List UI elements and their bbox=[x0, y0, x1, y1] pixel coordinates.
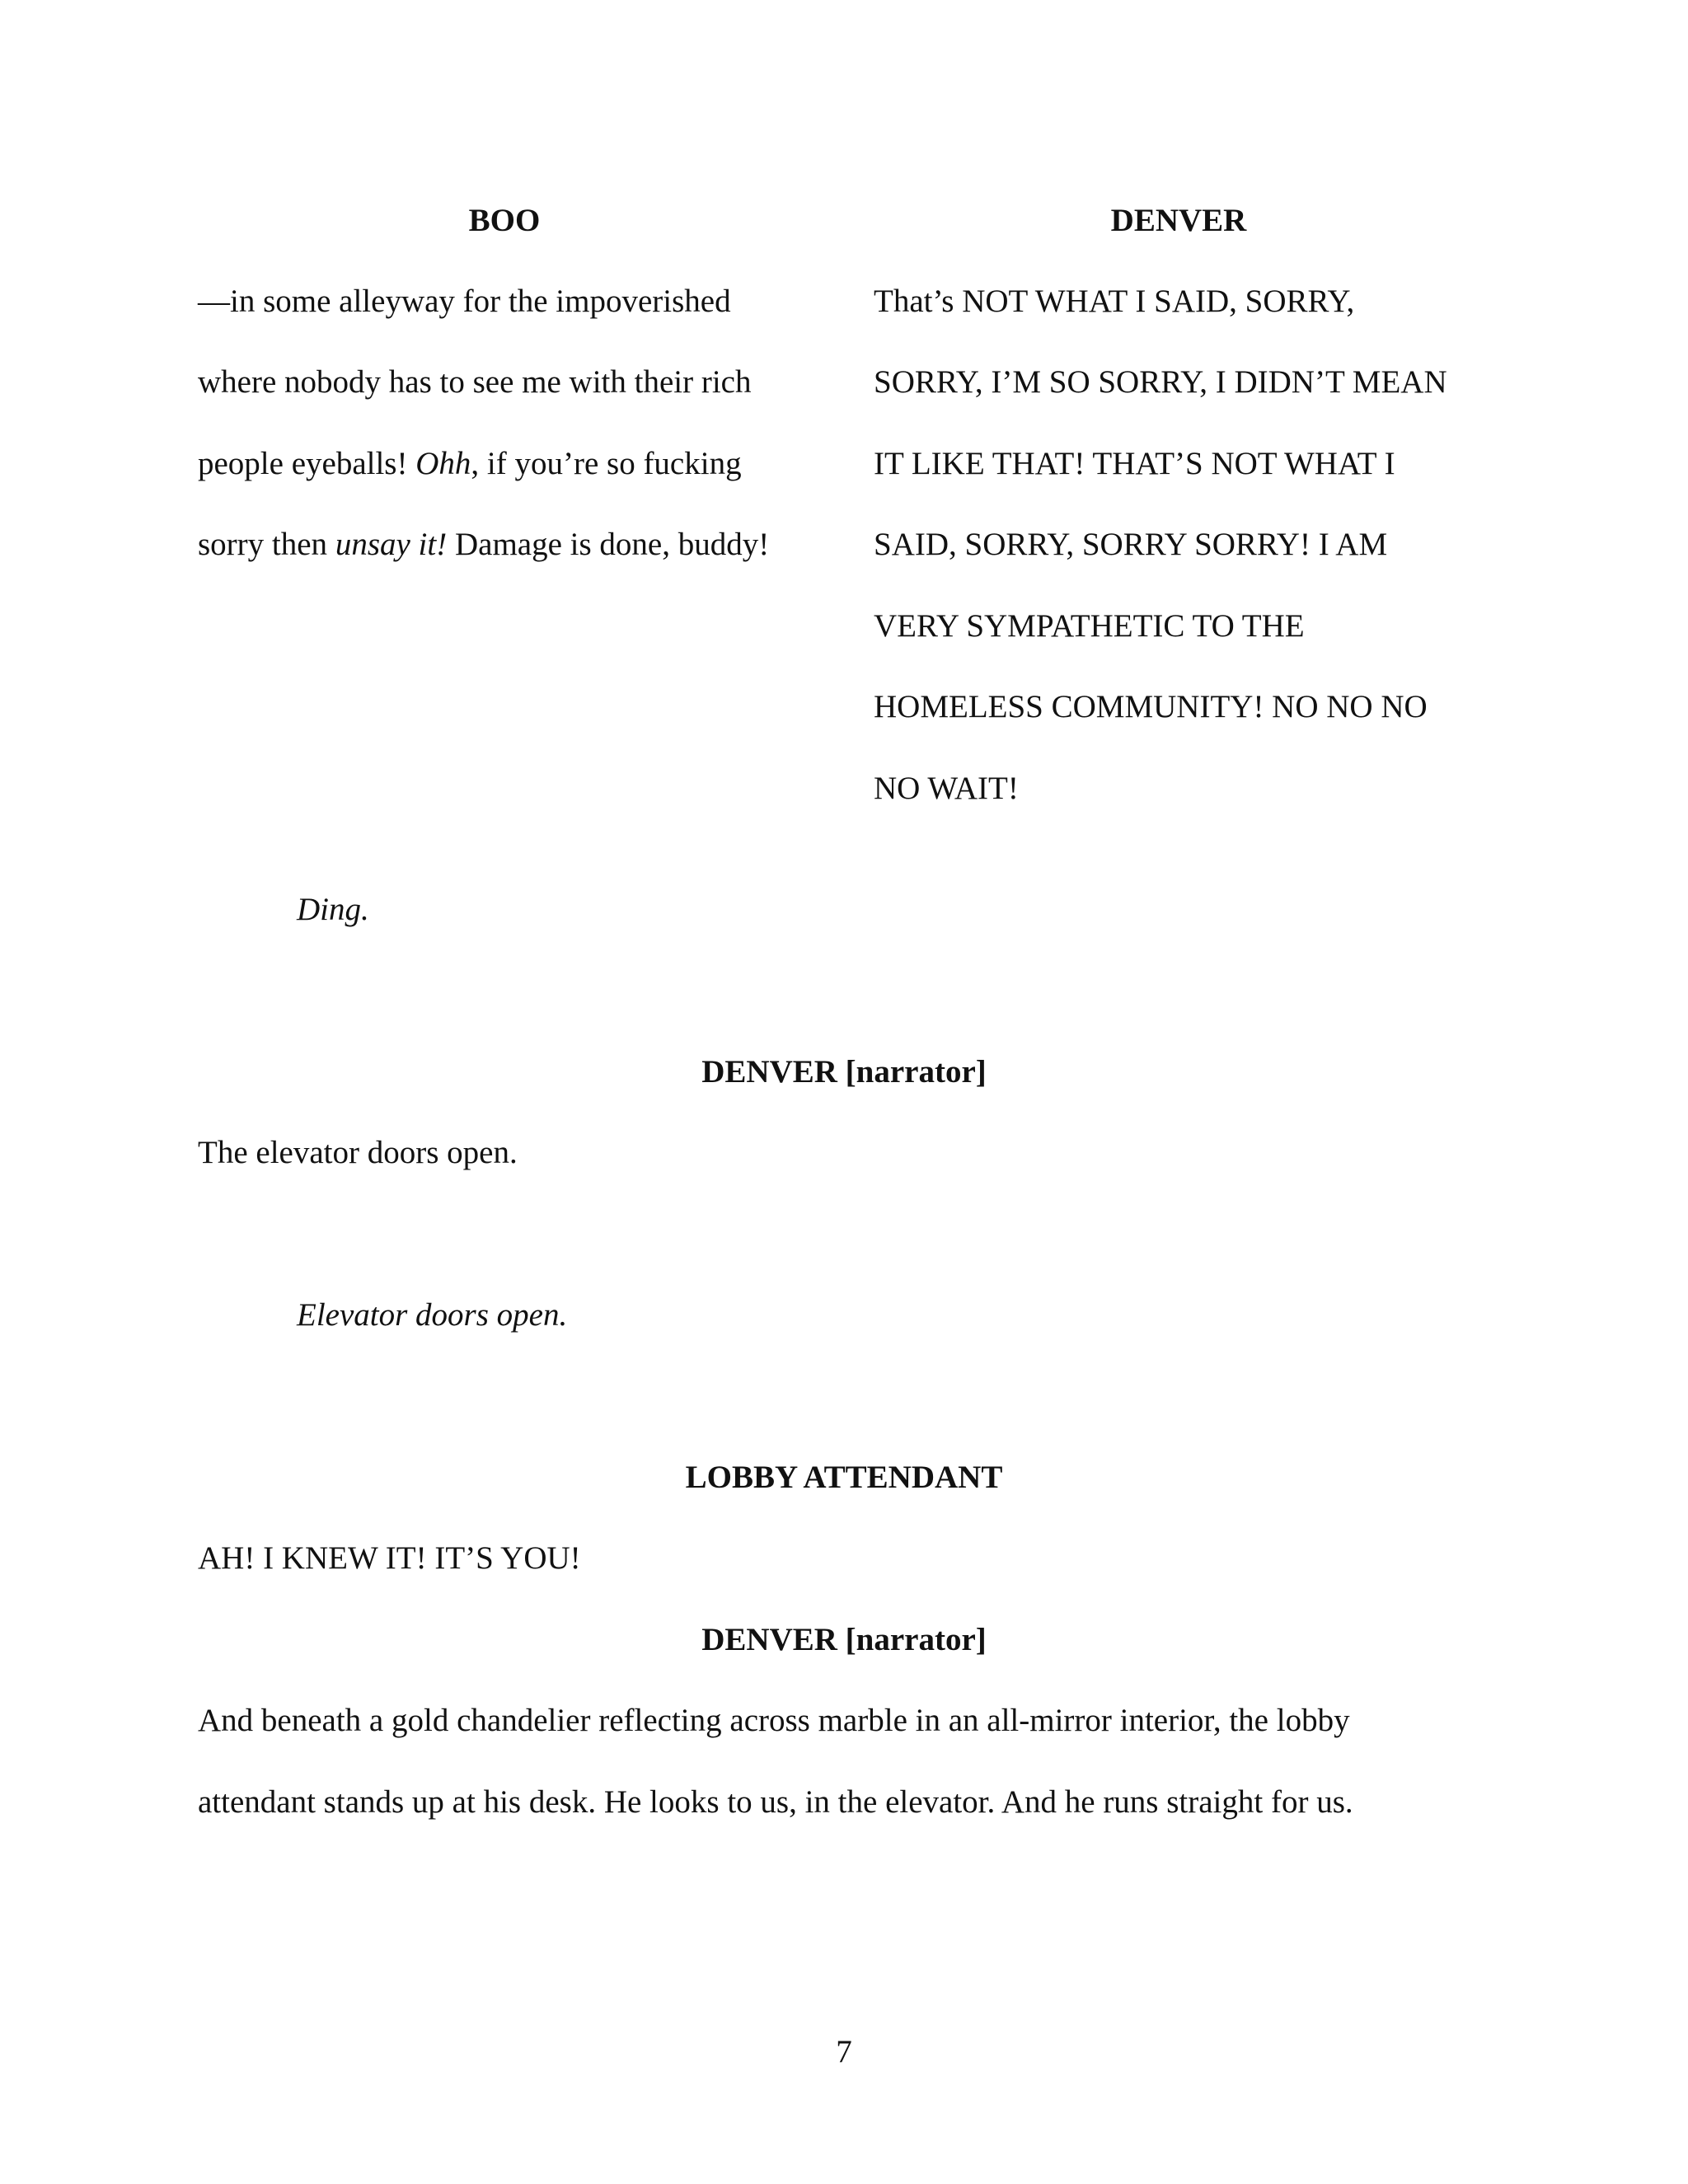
denver-line-1: That’s NOT WHAT I SAID, SORRY, bbox=[874, 284, 1355, 319]
speaker-denver-narrator-1: DENVER [narrator] bbox=[701, 1054, 987, 1090]
denver-line-3: IT LIKE THAT! THAT’S NOT WHAT I bbox=[874, 446, 1395, 481]
boo-line-4-text-a: sorry then bbox=[198, 527, 335, 562]
sound-cue-ding: Ding. bbox=[297, 892, 369, 927]
lobby-attendant-line: AH! I KNEW IT! IT’S YOU! bbox=[198, 1540, 581, 1576]
boo-line-1 bbox=[198, 285, 731, 317]
denver-line-2: SORRY, I’M SO SORRY, I DIDN’T MEAN bbox=[874, 364, 1447, 400]
speaker-denver: DENVER bbox=[1110, 203, 1247, 238]
speaker-lobby-attendant: LOBBY ATTENDANT bbox=[685, 1460, 1003, 1495]
boo-line-4-emphasis: unsay it! bbox=[335, 527, 448, 562]
narration-line: The elevator doors open. bbox=[198, 1135, 518, 1170]
narration-line-2: attendant stands up at his desk. He looks to us, in the elevator. And he runs straight for us. bbox=[198, 1784, 1353, 1820]
boo-line-3 bbox=[198, 448, 742, 480]
sound-cue-elevator: Elevator doors open. bbox=[297, 1297, 568, 1333]
page-number: 7 bbox=[836, 2034, 852, 2069]
denver-line-6: HOMELESS COMMUNITY! NO NO NO bbox=[874, 689, 1428, 724]
boo-line-3-emphasis: Ohh bbox=[415, 446, 471, 481]
denver-line-4: SAID, SORRY, SORRY SORRY! I AM bbox=[874, 527, 1388, 562]
boo-line-1-text: —in some alleyway for the impoverished bbox=[198, 284, 731, 319]
denver-line-5: VERY SYMPATHETIC TO THE bbox=[874, 608, 1305, 644]
boo-line-3-text-a: people eyeballs! bbox=[198, 446, 416, 481]
boo-line-4 bbox=[198, 528, 769, 560]
boo-line-2 bbox=[198, 366, 751, 398]
speaker-boo: BOO bbox=[468, 203, 541, 238]
boo-line-4-text-b: Damage is done, buddy! bbox=[447, 527, 770, 562]
narration-line-1: And beneath a gold chandelier reflecting across marble in an all-mirror interior, the lobby bbox=[198, 1703, 1350, 1738]
denver-line-7: NO WAIT! bbox=[874, 771, 1019, 806]
boo-line-2-text: where nobody has to see me with their rich bbox=[198, 364, 752, 400]
boo-line-3-text-b: , if you’re so fucking bbox=[471, 446, 742, 481]
speaker-denver-narrator-2: DENVER [narrator] bbox=[701, 1622, 987, 1657]
